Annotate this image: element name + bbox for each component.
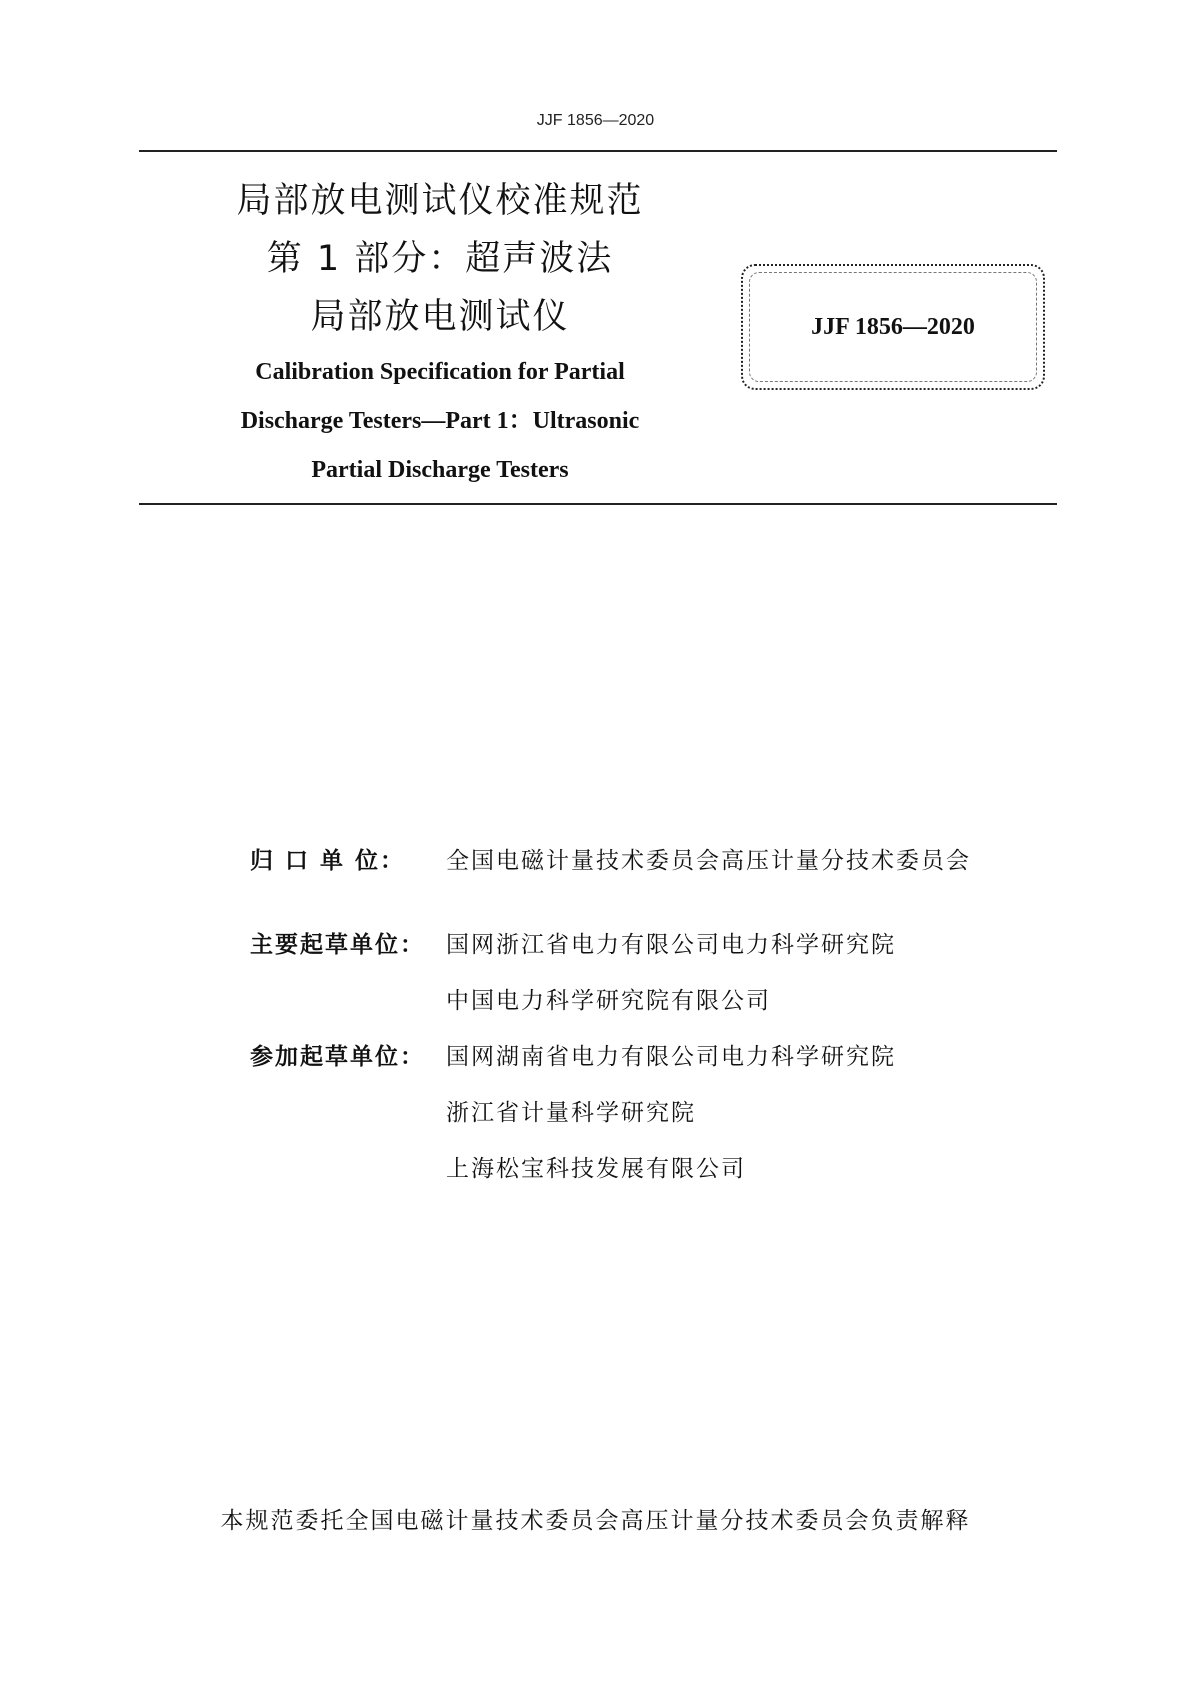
responsible-unit-row bbox=[250, 830, 1070, 886]
chinese-title-line-1: 局部放电测试仪校准规范 bbox=[236, 181, 644, 221]
standard-code-box bbox=[741, 264, 1045, 390]
participating-row bbox=[250, 1026, 1070, 1082]
responsible-unit-value: 全国电磁计量技术委员会高压计量分技术委员会 bbox=[446, 847, 971, 874]
header-standard-code: JJF 1856—2020 bbox=[536, 112, 655, 129]
bottom-divider bbox=[139, 503, 1057, 505]
main-drafting-row-2 bbox=[250, 970, 1070, 1026]
english-title-line-2: Discharge Testers—Part 1：Ultrasonic bbox=[240, 408, 640, 434]
participating-row-3 bbox=[250, 1138, 1070, 1194]
main-drafting-unit-2: 中国电力科学研究院有限公司 bbox=[446, 987, 771, 1014]
participating-row-2 bbox=[250, 1082, 1070, 1138]
participating-unit-1: 国网湖南省电力有限公司电力科学研究院 bbox=[446, 1043, 896, 1070]
main-drafting-row bbox=[250, 914, 1070, 970]
english-title-line-1: Calibration Specification for Partial bbox=[255, 359, 625, 385]
participating-unit-2: 浙江省计量科学研究院 bbox=[446, 1099, 696, 1126]
english-title-line-3: Partial Discharge Testers bbox=[311, 457, 569, 483]
top-divider bbox=[139, 150, 1057, 152]
main-drafting-label: 主要起草单位： bbox=[250, 931, 425, 958]
chinese-title-line-3: 局部放电测试仪 bbox=[310, 297, 570, 337]
main-drafting-unit-1: 国网浙江省电力有限公司电力科学研究院 bbox=[446, 931, 896, 958]
footer-interpretation-note: 本规范委托全国电磁计量技术委员会高压计量分技术委员会负责解释 bbox=[220, 1508, 971, 1534]
participating-unit-3: 上海松宝科技发展有限公司 bbox=[446, 1155, 746, 1182]
chinese-title-line-2: 第 1 部分：超声波法 bbox=[266, 239, 614, 279]
standard-code: JJF 1856—2020 bbox=[811, 313, 975, 340]
participating-label: 参加起草单位： bbox=[250, 1043, 425, 1070]
organizations-block bbox=[250, 830, 1070, 1194]
title-block bbox=[180, 172, 700, 493]
responsible-unit-label: 归 口 单 位： bbox=[250, 847, 406, 874]
